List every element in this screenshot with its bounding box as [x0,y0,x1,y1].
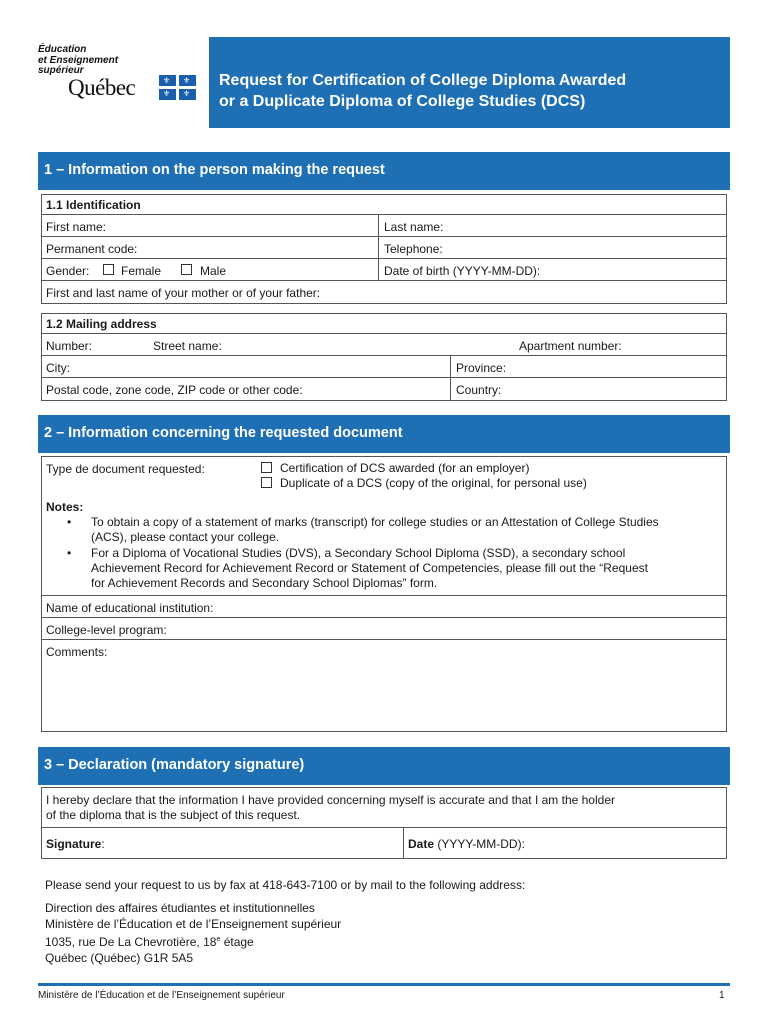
identification-heading: 1.1 Identification [46,198,141,212]
signature-date-field[interactable]: Date (YYYY-MM-DD): [408,837,525,851]
logo-line-1: Éducation [38,44,87,55]
section-3-header: 3 – Declaration (mandatory signature) [38,747,730,785]
telephone-field[interactable]: Telephone: [384,242,443,256]
mailing-address-heading: 1.2 Mailing address [46,317,157,331]
male-checkbox[interactable] [181,264,192,275]
signature-field[interactable]: Signature: [46,837,105,851]
declaration-text: I hereby declare that the information I have provided concerning myself is accurate and that I am the holder of the diploma that is the subject of this request. [46,793,615,822]
first-name-field[interactable]: First name: [46,220,107,234]
certification-checkbox[interactable] [261,462,272,473]
declaration-box [41,787,727,859]
certification-option-label: Certification of DCS awarded (for an employer) [280,461,530,475]
permanent-code-field[interactable]: Permanent code: [46,242,138,256]
duplicate-checkbox[interactable] [261,477,272,488]
bullet-icon: • [67,515,72,529]
duplicate-option-label: Duplicate of a DCS (copy of the original, for personal use) [280,476,587,490]
last-name-field[interactable]: Last name: [384,220,444,234]
page-number: 1 [719,990,725,1001]
institution-field[interactable]: Name of educational institution: [46,601,214,615]
document-type-label: Type de document requested: [46,462,205,476]
address-line-1: Direction des affaires étudiantes et institutionnelles [45,901,315,915]
note-2: For a Diploma of Vocational Studies (DVS), a Secondary School Diploma (SSD), a secondary school Achievement Record for Achievement Record or Statement of Competencies, please fill out the “Request for Achievement Records and Secondary School Diplomas” form. [91,546,648,590]
note-1: To obtain a copy of a statement of marks (transcript) for college studies or an Attestation of College Studies (ACS), please contact your college. [91,515,659,544]
street-number-field[interactable]: Number: [46,339,93,353]
footer-divider [38,983,730,986]
notes-heading: Notes: [46,500,84,514]
section-2-header: 2 – Information concerning the requested document [38,415,730,453]
date-of-birth-field[interactable]: Date of birth (YYYY-MM-DD): [384,264,541,278]
quebec-logo [38,45,208,115]
gender-label: Gender: [46,264,90,278]
title-banner [209,37,730,128]
footer-ministry: Ministère de l’Éducation et de l’Enseignement supérieur [38,990,285,1001]
apartment-number-field[interactable]: Apartment number: [519,339,622,353]
mailing-address-box [41,313,727,401]
page-title [219,70,626,112]
address-line-4: Québec (Québec) G1R 5A5 [45,950,194,965]
logo-line-2: et Enseignement [38,54,119,66]
address-line-3: 1035, rue De La Chevrotière, 18e étage [45,935,254,949]
comments-field[interactable]: Comments: [46,645,108,659]
mailing-address-block [45,901,341,966]
address-line-2: Ministère de l’Éducation et de l’Enseignement supérieur [45,916,342,931]
section-1-header: 1 – Information on the person making the request [38,152,730,190]
country-field[interactable]: Country: [456,383,502,397]
city-field[interactable]: City: [46,361,70,375]
logo-wordmark: Québec [68,75,136,100]
postal-code-field[interactable]: Postal code, zone code, ZIP code or other code: [46,383,303,397]
female-checkbox[interactable] [103,264,114,275]
female-label: Female [121,264,162,278]
title-line-2: or a Duplicate Diploma of College Studies (DCS) [219,93,586,110]
title-line-1: Request for Certification of College Diploma Awarded [219,72,627,89]
quebec-flag-icon: ⚜ ⚜ ⚜ ⚜ [159,75,196,100]
identification-box [41,194,727,304]
street-name-field[interactable]: Street name: [153,339,222,353]
province-field[interactable]: Province: [456,361,507,375]
logo-line-3: supérieur [38,65,84,76]
male-label: Male [200,264,227,278]
requested-document-box [41,456,727,732]
send-instruction: Please send your request to us by fax at 418-643-7100 or by mail to the following address: [45,878,526,892]
program-field[interactable]: College-level program: [46,623,167,637]
bullet-icon: • [67,546,72,560]
parent-name-field[interactable]: First and last name of your mother or of your father: [46,286,321,300]
